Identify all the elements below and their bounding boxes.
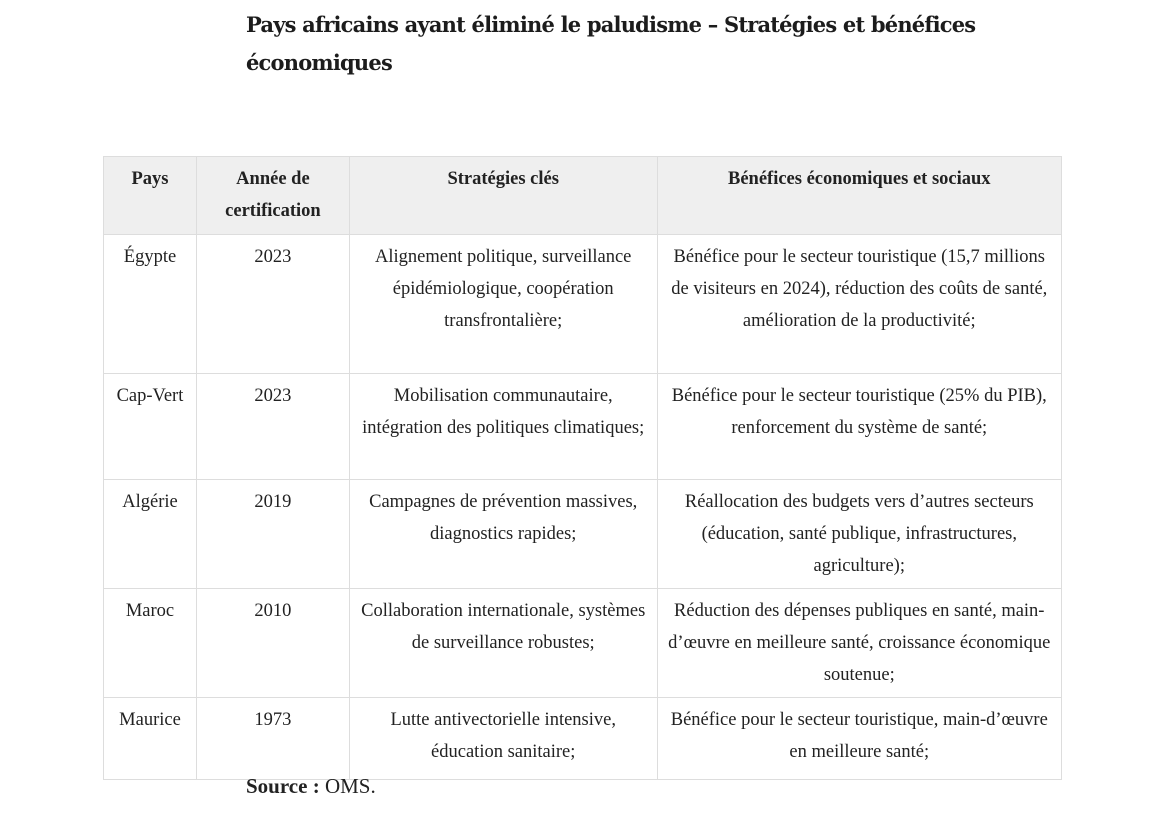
source-note	[246, 770, 376, 802]
table-row	[104, 235, 1062, 374]
cell-annee: 2010	[196, 589, 349, 698]
header-annee-certification: Année de certification	[196, 157, 349, 235]
header-benefices: Bénéfices économiques et sociaux	[657, 157, 1061, 235]
cell-benefices: Réallocation des budgets vers d’autres secteurs (éducation, santé publique, infrastructures, agriculture);	[657, 480, 1061, 589]
cell-strategies: Mobilisation communautaire, intégration des politiques climatiques;	[349, 374, 657, 480]
table-row	[104, 374, 1062, 480]
cell-strategies: Lutte antivectorielle intensive, éducation sanitaire;	[349, 698, 657, 780]
cell-annee: 1973	[196, 698, 349, 780]
cell-benefices: Bénéfice pour le secteur touristique, main-d’œuvre en meilleure santé;	[657, 698, 1061, 780]
cell-benefices: Bénéfice pour le secteur touristique (15,7 millions de visiteurs en 2024), réduction des coûts de santé, amélioration de la productivité;	[657, 235, 1061, 374]
header-strategies-cles: Stratégies clés	[349, 157, 657, 235]
source-label: Source :	[246, 774, 320, 798]
cell-strategies: Alignement politique, surveillance épidémiologique, coopération transfrontalière;	[349, 235, 657, 374]
cell-pays: Maurice	[104, 698, 197, 780]
source-value: OMS.	[324, 774, 376, 798]
cell-pays: Cap-Vert	[104, 374, 197, 480]
header-pays: Pays	[104, 157, 197, 235]
table-row	[104, 589, 1062, 698]
page-title: Pays africains ayant éliminé le paludisme – Stratégies et bénéfices économiques	[246, 12, 976, 75]
cell-pays: Maroc	[104, 589, 197, 698]
table-row	[104, 698, 1062, 780]
malaria-elimination-table	[103, 156, 1062, 780]
cell-benefices: Réduction des dépenses publiques en santé, main-d’œuvre en meilleure santé, croissance économique soutenue;	[657, 589, 1061, 698]
cell-annee: 2023	[196, 374, 349, 480]
cell-strategies: Campagnes de prévention massives, diagnostics rapides;	[349, 480, 657, 589]
cell-annee: 2023	[196, 235, 349, 374]
cell-annee: 2019	[196, 480, 349, 589]
table-row	[104, 480, 1062, 589]
cell-strategies: Collaboration internationale, systèmes de surveillance robustes;	[349, 589, 657, 698]
cell-benefices: Bénéfice pour le secteur touristique (25% du PIB), renforcement du système de santé;	[657, 374, 1061, 480]
cell-pays: Algérie	[104, 480, 197, 589]
table-header-row	[104, 157, 1062, 235]
cell-pays: Égypte	[104, 235, 197, 374]
